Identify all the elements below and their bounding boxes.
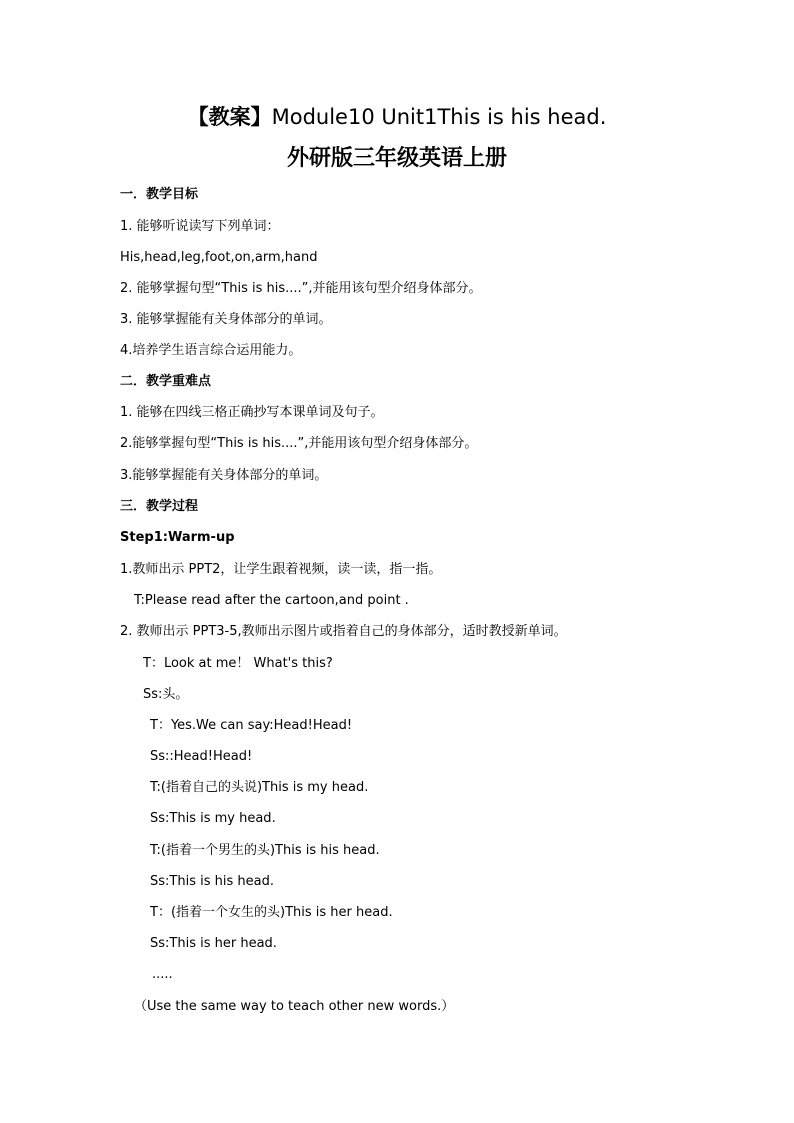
dialogue-line: Ss:This is my head. bbox=[150, 811, 276, 826]
key-point-item: 3.能够掌握能有关身体部分的单词。 bbox=[120, 468, 328, 483]
document-title bbox=[0, 100, 794, 134]
step1-heading: Step1:Warm-up bbox=[120, 530, 235, 545]
objective-item: 1. 能够听说读写下列单词： bbox=[120, 219, 280, 234]
title-english-part: Module10 Unit1This is his head. bbox=[271, 105, 607, 129]
dialogue-line: T：Look at me！ What's this? bbox=[143, 656, 333, 671]
section-heading-process: 三．教学过程 bbox=[120, 499, 199, 514]
objective-item: 4.培养学生语言综合运用能力。 bbox=[120, 343, 302, 358]
objective-item: 2. 能够掌握句型“This is his....”,并能用该句型介绍身体部分。 bbox=[120, 281, 482, 296]
dialogue-line: T:(指着一个男生的头)This is his head. bbox=[150, 843, 380, 858]
process-note: （Use the same way to teach other new words.） bbox=[134, 999, 455, 1014]
dialogue-line: T：Yes.We can say:Head!Head! bbox=[150, 718, 353, 733]
dialogue-line: Ss:头。 bbox=[143, 687, 189, 702]
process-line: 1.教师出示 PPT2，让学生跟着视频，读一读，指一指。 bbox=[120, 562, 442, 577]
dialogue-line: Ss::Head!Head! bbox=[150, 749, 253, 764]
process-line: 2. 教师出示 PPT3-5,教师出示图片或指着自己的身体部分，适时教授新单词。 bbox=[120, 624, 567, 639]
key-point-item: 2.能够掌握句型“This is his....”,并能用该句型介绍身体部分。 bbox=[120, 436, 478, 451]
section-heading-key-points: 二．教学重难点 bbox=[120, 374, 212, 389]
key-point-item: 1. 能够在四线三格正确抄写本课单词及句子。 bbox=[120, 405, 384, 420]
dialogue-line: T：(指着一个女生的头)This is her head. bbox=[150, 905, 393, 920]
dialogue-line: Ss:This is his head. bbox=[150, 874, 274, 889]
objective-item: 3. 能够掌握能有关身体部分的单词。 bbox=[120, 312, 332, 327]
section-heading-objectives: 一．教学目标 bbox=[120, 187, 199, 202]
title-bracket-part: 【教案】 bbox=[187, 105, 272, 129]
process-line: T:Please read after the cartoon,and point . bbox=[134, 593, 409, 608]
dialogue-line: Ss:This is her head. bbox=[150, 936, 277, 951]
ellipsis-line: ..... bbox=[152, 967, 173, 982]
dialogue-line: T:(指着自己的头说)This is my head. bbox=[150, 780, 369, 795]
objective-word-list: His,head,leg,foot,on,arm,hand bbox=[120, 250, 318, 265]
document-subtitle: 外研版三年级英语上册 bbox=[286, 146, 507, 171]
